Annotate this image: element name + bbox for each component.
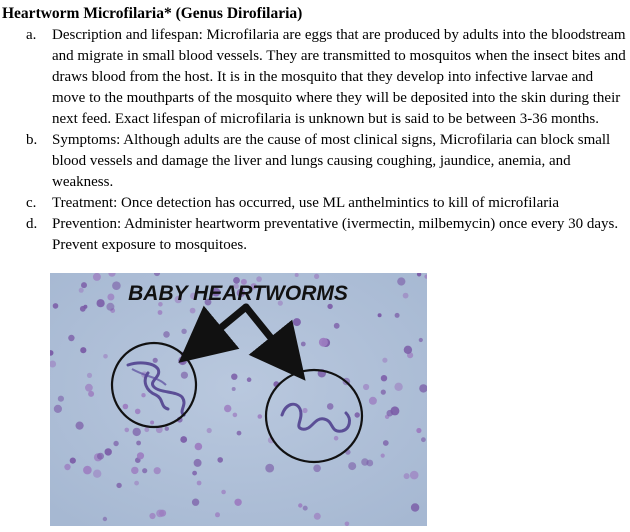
blood-cell (123, 404, 129, 410)
blood-cell (154, 467, 161, 474)
blood-cell (76, 422, 84, 430)
blood-cell (319, 338, 328, 347)
blood-cell (361, 458, 368, 465)
blood-cell (53, 303, 59, 309)
blood-cell (181, 329, 186, 334)
blood-cell (113, 441, 118, 446)
blood-cell (85, 384, 93, 392)
blood-cell (411, 503, 419, 511)
blood-cell (298, 503, 302, 507)
blood-cell (397, 277, 405, 285)
blood-cell (382, 358, 387, 363)
blood-cell (404, 346, 412, 354)
blood-cell (233, 413, 238, 418)
blood-cell (192, 471, 197, 476)
blood-cell (165, 427, 169, 431)
blood-cell (381, 375, 387, 381)
blood-cell (97, 299, 105, 307)
blood-cell (381, 454, 385, 458)
blood-cell (231, 374, 237, 380)
blood-cell (116, 483, 121, 488)
blood-cell (195, 443, 203, 451)
blood-cell (144, 427, 149, 432)
blood-cell (133, 428, 141, 436)
blood-cell (58, 396, 64, 402)
blood-cell (387, 410, 394, 417)
blood-cell (131, 467, 138, 474)
blood-cell (404, 473, 410, 479)
blood-cell (295, 273, 299, 277)
blood-cell (345, 522, 350, 527)
blood-cell (163, 331, 170, 338)
blood-cell (64, 464, 70, 470)
list-marker: a. (26, 27, 37, 43)
list-marker: d. (26, 216, 38, 232)
blood-cell (80, 347, 86, 353)
blood-cell (217, 457, 223, 463)
blood-cell (112, 281, 121, 290)
blood-cell (383, 440, 389, 446)
list-item-description (26, 25, 626, 130)
blood-cell (135, 409, 141, 415)
blood-cell (141, 393, 145, 397)
blood-cell (355, 412, 360, 417)
blood-cell (136, 441, 141, 446)
blood-cell (105, 448, 112, 455)
figure-caption: BABY HEARTWORMS (128, 282, 348, 305)
list-item-text: Description and lifespan: Microfilaria are eggs that are produced by adults into the bloodstream and migrate in small blood vessels. They are transmitted to mosquitos when the insect bites and draws blood from the host. It is in the mosquito that they develop into infective larvae and move to the mouthparts of the mosquito where they will be deposited into the skin during their next feed. Exact lifespan of microfilaria is unknown but is said to be between 3-36 months. (52, 27, 626, 127)
blood-cell (194, 459, 202, 467)
blood-cell (334, 323, 340, 329)
blood-cell (395, 313, 400, 318)
blood-cell (70, 458, 76, 464)
blood-cell (142, 468, 147, 473)
blood-cell (269, 357, 276, 364)
blood-cell (363, 384, 369, 390)
blood-cell (158, 310, 163, 315)
blood-cell (302, 408, 307, 413)
blood-cell (180, 436, 187, 443)
list-item-text: Prevention: Administer heartworm preventative (ivermectin, milbemycin) once every 30 days. Prevent exposure to mosquitoes. (52, 216, 619, 253)
blood-cell (79, 288, 84, 293)
blood-cell (156, 510, 164, 518)
list-marker: c. (26, 195, 37, 211)
list-item-text: Treatment: Once detection has occurred, use ML anthelmintics to kill of microfilaria (52, 195, 560, 211)
blood-cell (88, 391, 94, 397)
microfilaria-micrograph (50, 273, 427, 526)
blood-cell (149, 513, 155, 519)
blood-cell (83, 466, 92, 475)
blood-cell (192, 499, 199, 506)
blood-cell (288, 338, 294, 344)
blood-cell (410, 471, 419, 480)
blood-cell (54, 405, 62, 413)
list-item-text: Symptoms: Although adults are the cause of most clinical signs, Microfilaria can block small blood vessels and damage the liver and lungs causing coughing, jaundice, anemia, and weakness. (52, 132, 611, 190)
blood-cell (197, 481, 202, 486)
blood-cell (103, 517, 107, 521)
info-list (26, 25, 626, 256)
blood-cell (202, 348, 210, 356)
blood-cell (314, 274, 319, 279)
blood-cell (416, 428, 421, 433)
blood-cell (265, 464, 274, 473)
blood-cell (334, 436, 339, 441)
blood-cell (247, 377, 252, 382)
blood-cell (153, 358, 158, 363)
blood-cell (258, 414, 263, 419)
blood-cell (190, 308, 196, 314)
blood-cell (125, 428, 130, 433)
blood-cell (348, 462, 356, 470)
blood-cell (137, 452, 144, 459)
blood-cell (327, 403, 334, 410)
blood-cell (83, 305, 87, 309)
blood-cell (107, 294, 114, 301)
blood-cell (419, 338, 423, 342)
blood-cell (150, 421, 154, 425)
blood-cell (421, 437, 426, 442)
blood-cell (215, 512, 220, 517)
list-item-prevention (26, 214, 626, 256)
list-item-treatment (26, 193, 626, 214)
blood-cell (232, 387, 236, 391)
section-title: Heartworm Microfilaria* (Genus Dirofilaria) (2, 5, 303, 22)
blood-cell (313, 465, 321, 473)
blood-cell (194, 333, 200, 339)
blood-cell (181, 372, 188, 379)
blood-cell (93, 470, 101, 478)
blood-cell (134, 481, 139, 486)
blood-cell (314, 513, 321, 520)
blood-cell (403, 293, 409, 299)
blood-cell (378, 313, 382, 317)
blood-cell (394, 383, 402, 391)
blood-cell (68, 335, 74, 341)
blood-cell (234, 499, 241, 506)
list-marker: b. (26, 132, 38, 148)
blood-cell (293, 318, 301, 326)
blood-cell (97, 453, 104, 460)
blood-cell (237, 431, 242, 436)
blood-cell (224, 405, 231, 412)
blood-cell (369, 397, 377, 405)
blood-cell (81, 282, 87, 288)
blood-cell (106, 303, 114, 311)
blood-cell (93, 273, 101, 281)
list-item-symptoms (26, 130, 626, 193)
micrograph-image (50, 273, 427, 526)
blood-cell (221, 490, 226, 495)
blood-cell (207, 428, 212, 433)
blood-cell (87, 373, 92, 378)
blood-cell (381, 390, 386, 395)
blood-cell (303, 506, 308, 511)
blood-cell (103, 354, 108, 359)
blood-cell (301, 342, 306, 347)
